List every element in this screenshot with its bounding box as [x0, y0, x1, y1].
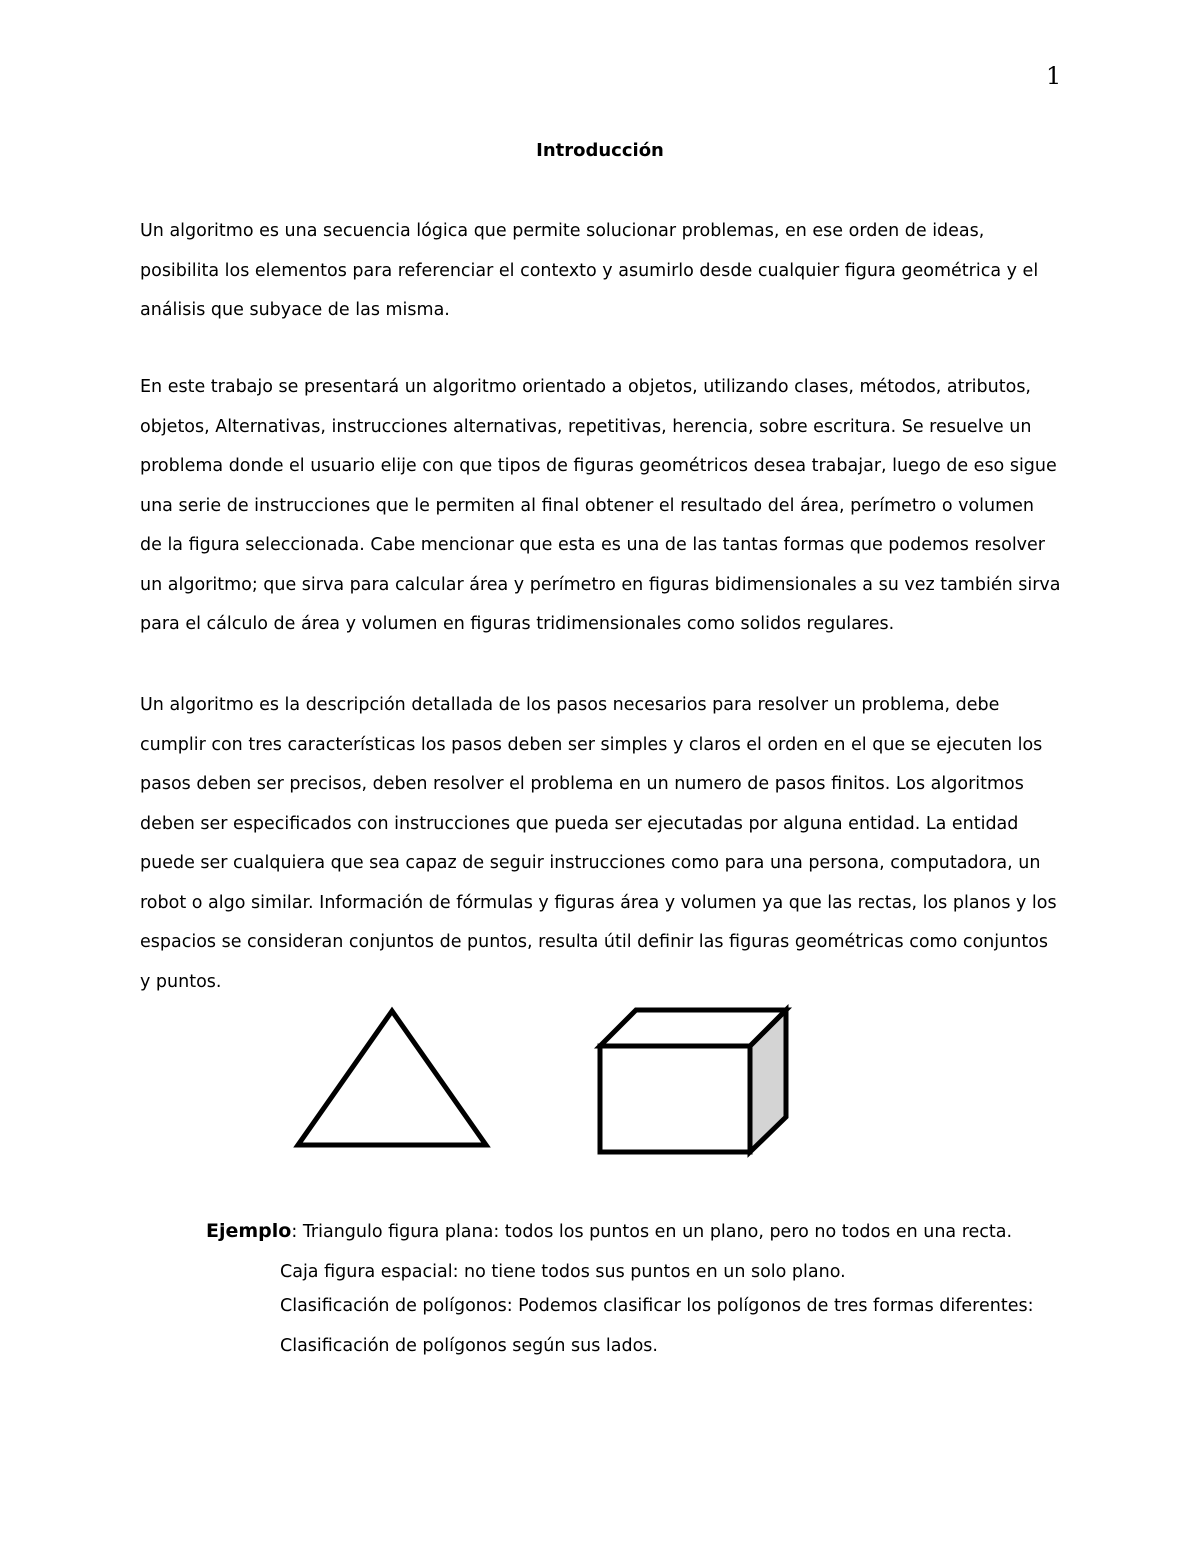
example-line: Clasificación de polígonos según sus lados. — [280, 1336, 658, 1356]
paragraph-line: cumplir con tres características los pasos deben ser simples y claros el orden en el que se ejecuten los — [140, 734, 1043, 755]
paragraph-line: de la figura seleccionada. Cabe mencionar que esta es una de las tantas formas que podemos resolver — [140, 535, 1046, 555]
triangle-figure — [298, 1011, 486, 1145]
paragraph-line: espacios se consideran conjuntos de puntos, resulta útil definir las figuras geométricas como conjuntos — [140, 932, 1049, 952]
paragraph-intro — [140, 212, 1070, 331]
example-text: Triangulo figura plana: todos los puntos en un plano, pero no todos en una recta. — [297, 1222, 1013, 1242]
example-line: Caja figura espacial: no tiene todos sus puntos en un solo plano. — [280, 1262, 846, 1282]
paragraph-line: objetos, Alternativas, instrucciones alternativas, repetitivas, herencia, sobre escritura. Se resuelve un — [140, 416, 1032, 437]
paragraph-line: para el cálculo de área y volumen en figuras tridimensionales como solidos regulares. — [140, 614, 895, 634]
paragraph-line: posibilita los elementos para referenciar el contexto y asumirlo desde cualquier figura geométrica y el — [140, 260, 1039, 281]
box-front-face — [600, 1046, 750, 1152]
paragraph-line: un algoritmo; que sirva para calcular área y perímetro en figuras bidimensionales a su vez también sirva — [140, 574, 1061, 595]
paragraph-line: En este trabajo se presentará un algoritmo orientado a objetos, utilizando clases, métodos, atributos, — [140, 377, 1031, 397]
example-first-line — [206, 1220, 1012, 1242]
box-top-face — [600, 1010, 786, 1046]
example-separator: : — [291, 1222, 298, 1242]
page-number: 1 — [1046, 62, 1062, 90]
paragraph-line: análisis que subyace de las misma. — [140, 300, 450, 320]
paragraph-line: pasos deben ser precisos, deben resolver el problema en un numero de pasos finitos. Los algoritmos — [140, 774, 1024, 794]
paragraph-line: problema donde el usuario elije con que tipos de figuras geométricos desea trabajar, luego de eso sigue — [140, 456, 1057, 476]
page-title: Introducción — [536, 140, 664, 161]
example-label: Ejemplo — [206, 1220, 292, 1242]
paragraph-line: deben ser especificados con instrucciones que pueda ser ejecutadas por alguna entidad. La entidad — [140, 813, 1019, 834]
paragraph-work-description — [140, 368, 1070, 645]
box-side-face — [750, 1010, 786, 1152]
paragraph-line: puede ser cualquiera que sea capaz de seguir instrucciones como para una persona, computadora, un — [140, 853, 1041, 873]
paragraph-line: y puntos. — [140, 971, 222, 992]
paragraph-algorithm-definition — [140, 686, 1070, 1002]
paragraph-line: robot o algo similar. Información de fórmulas y figuras área y volumen ya que las rectas, los planos y los — [140, 892, 1057, 913]
paragraph-line: Un algoritmo es la descripción detallada de los pasos necesarios para resolver un problema, debe — [140, 695, 1000, 715]
paragraph-line: Un algoritmo es una secuencia lógica que permite solucionar problemas, en ese orden de ideas, — [140, 221, 985, 241]
paragraph-line: una serie de instrucciones que le permiten al final obtener el resultado del área, perímetro o volumen — [140, 495, 1035, 516]
example-line: Clasificación de polígonos: Podemos clasificar los polígonos de tres formas diferentes: — [280, 1296, 1034, 1316]
